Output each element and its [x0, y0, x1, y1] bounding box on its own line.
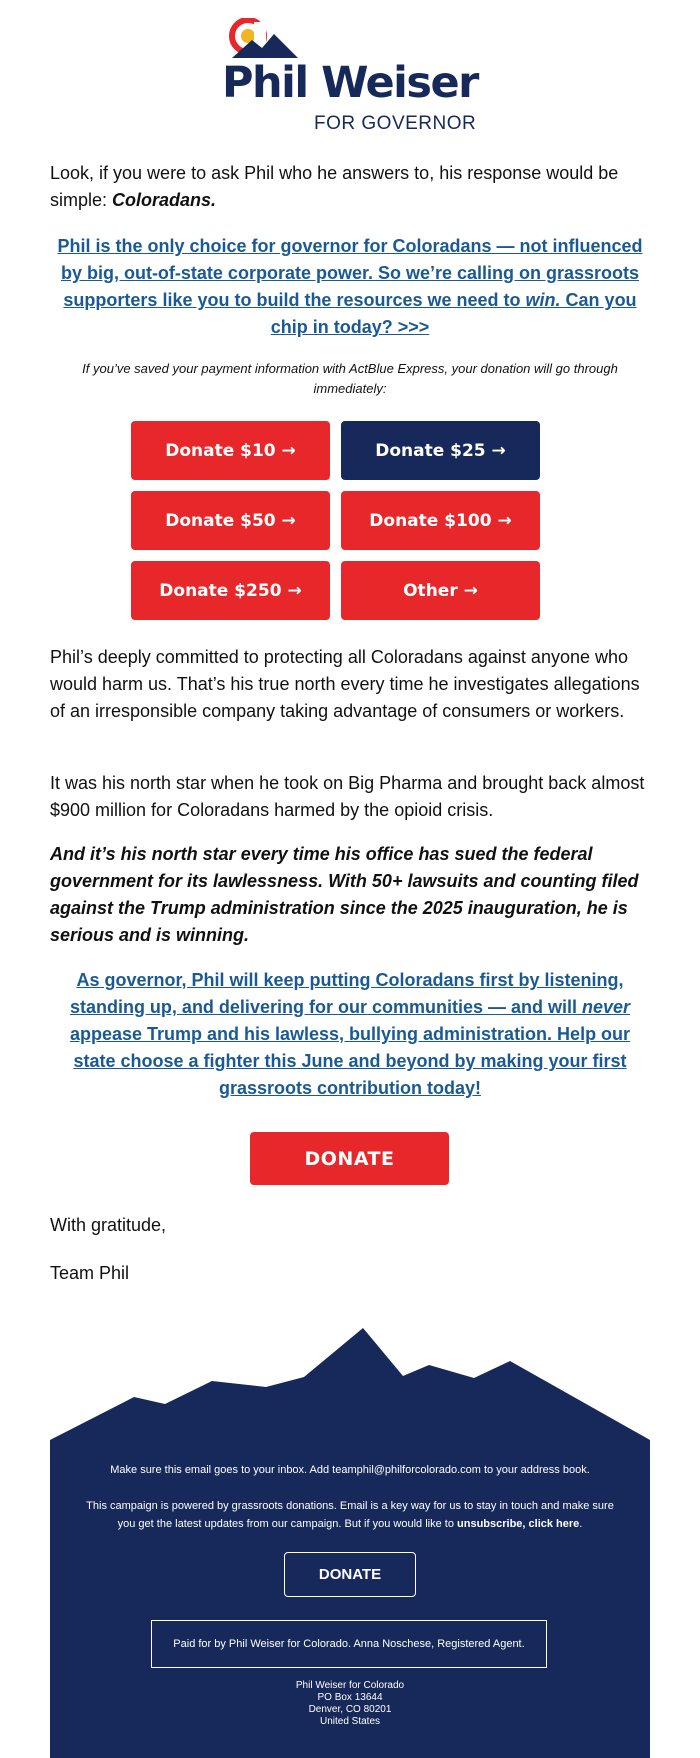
- funding-note: [80, 1497, 620, 1533]
- closing-text: With gratitude,: [50, 1215, 167, 1235]
- paragraph-lawsuits: And it’s his north star every time his office has sued the federal government for its lawlessness. With 50+ lawsuits and counting filed against the Trump administration since the 2025 inauguration, he is serious and is winning.: [50, 844, 639, 945]
- cta1-text-b: Can you chip in today? >>>: [270, 290, 637, 337]
- paid-for-disclaimer: [151, 1620, 547, 1668]
- logo-subtitle: FOR GOVERNOR: [314, 113, 477, 134]
- paragraph-true-north: Phil’s deeply committed to protecting all Coloradans against anyone who would harm us. That’s his true north every time he investigates allegations of an irresponsible company taking advantage of consumers or workers.: [50, 647, 640, 721]
- colorado-c-mountain-icon: [228, 18, 308, 60]
- cta1-text-em: win.: [525, 290, 561, 310]
- inbox-note: Make sure this email goes to your inbox. Add teamphil@philforcolorado.com to your address book.: [110, 1464, 590, 1476]
- cta-first-contribution-link[interactable]: [50, 967, 650, 1102]
- intro-emphasis: Coloradans.: [112, 190, 217, 210]
- footer-donate-button[interactable]: DONATE: [284, 1552, 416, 1597]
- mountain-skyline-graphic: [50, 1325, 650, 1445]
- mailing-address: [50, 1680, 650, 1728]
- cta1-text-a: Phil is the only choice for governor for Coloradans — not influenced by big, out-of-state corporate power. So we’re calling on grassroots supporters like you to build the resources we need to: [57, 236, 643, 310]
- intro-paragraph: [50, 160, 650, 214]
- funding-period: .: [579, 1518, 583, 1530]
- address-line: Denver, CO 80201: [308, 1704, 392, 1715]
- cta2-text-a: As governor, Phil will keep putting Coloradans first by listening, standing up, and delivering for our communities — and will: [69, 970, 624, 1017]
- donate-100-button[interactable]: Donate $100 →: [341, 491, 540, 550]
- funding-text: This campaign is powered by grassroots donations. Email is a key way for us to stay in touch and make sure you get the latest updates from our campaign. But if you would like to: [86, 1500, 614, 1530]
- intro-text: Look, if you were to ask Phil who he answers to, his response would be simple:: [50, 163, 619, 210]
- paid-for-text: Paid for by Phil Weiser for Colorado. Anna Noschese, Registered Agent.: [173, 1637, 525, 1650]
- cta2-text-em: never: [582, 997, 631, 1017]
- address-line: PO Box 13644: [317, 1692, 383, 1703]
- unsubscribe-link[interactable]: unsubscribe, click here: [457, 1518, 580, 1530]
- address-line: Phil Weiser for Colorado: [295, 1680, 405, 1691]
- donate-250-button[interactable]: Donate $250 →: [131, 561, 330, 620]
- cta2-text-b: appease Trump and his lawless, bullying administration. Help our state choose a fighter this June and beyond by making your first grassroots contribution today!: [69, 1024, 631, 1098]
- logo-name: Phil Weiser: [222, 58, 478, 108]
- actblue-express-note: If you’ve saved your payment information with ActBlue Express, your donation will go through immediately:: [82, 361, 618, 396]
- donate-other-button[interactable]: Other →: [341, 561, 540, 620]
- campaign-logo: [0, 18, 700, 134]
- donate-10-button[interactable]: Donate $10 →: [131, 421, 330, 480]
- signature-text: Team Phil: [50, 1263, 130, 1283]
- donate-50-button[interactable]: Donate $50 →: [131, 491, 330, 550]
- address-line: United States: [319, 1716, 381, 1727]
- paragraph-big-pharma: It was his north star when he took on Big Pharma and brought back almost $900 million for Coloradans harmed by the opioid crisis.: [50, 773, 645, 820]
- cta-chip-in-link[interactable]: [50, 233, 650, 341]
- donate-button[interactable]: DONATE: [250, 1132, 449, 1185]
- email-footer: [50, 1440, 650, 1758]
- donate-25-button[interactable]: Donate $25 →: [341, 421, 540, 480]
